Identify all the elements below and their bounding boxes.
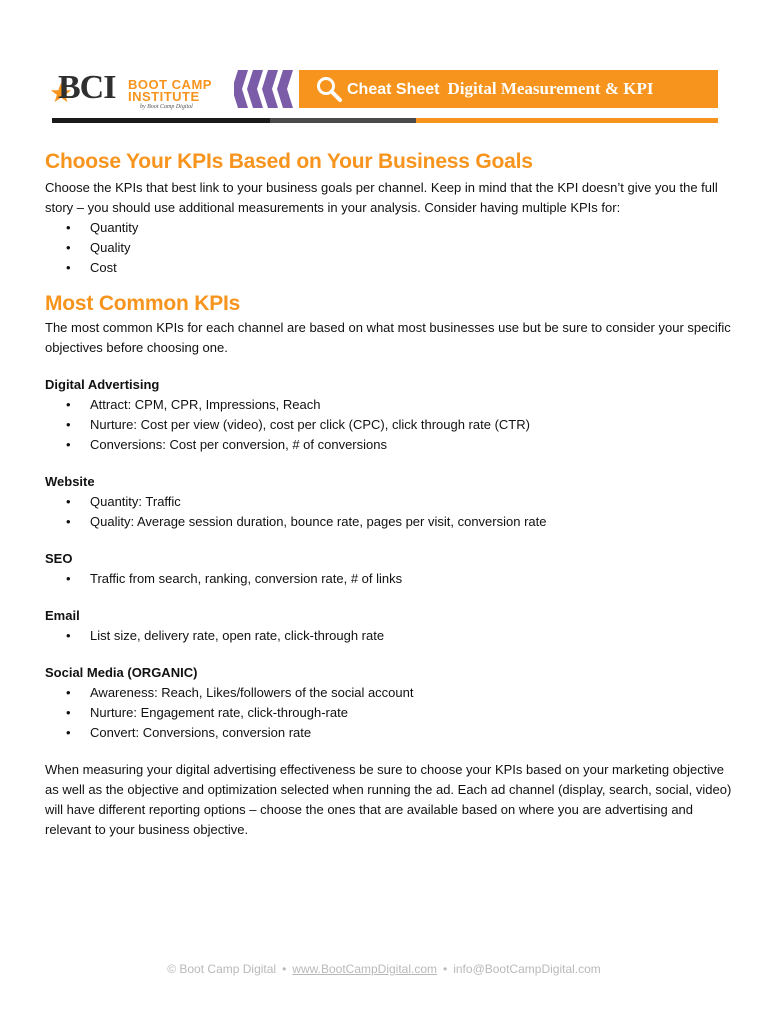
footer-separator: •	[443, 962, 448, 976]
bullet-icon: •	[66, 571, 71, 586]
kpi-type-list	[45, 218, 735, 278]
list-item: • Quality: Average session duration, bounce rate, pages per visit, conversion rate	[45, 512, 735, 532]
channel-list-seo	[45, 569, 735, 589]
header-rule-orange	[416, 118, 718, 123]
bullet-icon: •	[66, 685, 71, 700]
cheat-sheet-banner	[299, 70, 718, 108]
logo-wordmark: BCI	[58, 69, 116, 106]
bullet-icon: •	[66, 417, 71, 432]
list-item: • Quantity	[45, 218, 735, 238]
bullet-icon: •	[66, 240, 71, 255]
header-rule-gray	[270, 118, 416, 123]
document-body	[45, 148, 735, 840]
list-item: • Awareness: Reach, Likes/followers of the social account	[45, 683, 735, 703]
channel-list-email	[45, 626, 735, 646]
header-rule-black	[52, 118, 270, 123]
list-item: • Traffic from search, ranking, conversion rate, # of links	[45, 569, 735, 589]
page-header	[48, 68, 720, 124]
section-intro-common-kpis: The most common KPIs for each channel are based on what most businesses use but be sure to consider your specific objectives before choosing one.	[45, 320, 731, 355]
list-item: • Convert: Conversions, conversion rate	[45, 723, 735, 743]
footer-separator: •	[282, 962, 287, 976]
section-intro-business-goals: Choose the KPIs that best link to your business goals per channel. Keep in mind that the KPI doesn’t give you the full story – you should use additional measurements in your analysis. Consider having multiple KPIs for:	[45, 180, 718, 215]
list-item: • Cost	[45, 258, 735, 278]
list-item: • List size, delivery rate, open rate, click-through rate	[45, 626, 735, 646]
channel-heading-digital-advertising: Digital Advertising	[45, 377, 160, 392]
channel-heading-social-media: Social Media (ORGANIC)	[45, 665, 198, 680]
closing-paragraph: When measuring your digital advertising effectiveness be sure to choose your KPIs based on your marketing objective as well as the objective and optimization selected when running the ad. Each ad channel (display, search, social, video) will have different reporting options – choose the ones that are available based on where you are advertising and relevant to your business objective.	[45, 762, 732, 837]
footer-copyright: © Boot Camp Digital	[167, 962, 277, 976]
bullet-icon: •	[66, 628, 71, 643]
bullet-icon: •	[66, 725, 71, 740]
logo-text-institute: INSTITUTE	[128, 89, 200, 104]
list-item: • Nurture: Cost per view (video), cost per click (CPC), click through rate (CTR)	[45, 415, 735, 435]
banner-title: Digital Measurement & KPI	[447, 79, 654, 98]
logo-text-boot-camp: BOOT CAMP	[128, 77, 212, 92]
bullet-icon: •	[66, 260, 71, 275]
section-title-common-kpis: Most Common KPIs	[45, 292, 241, 315]
logo-subtitle: by Boot Camp Digital	[140, 104, 193, 110]
list-item: • Quality	[45, 238, 735, 258]
bullet-icon: •	[66, 437, 71, 452]
page-footer	[0, 962, 768, 976]
bullet-icon: •	[66, 494, 71, 509]
footer-website-link[interactable]: www.BootCampDigital.com	[292, 962, 438, 976]
channel-heading-website: Website	[45, 474, 95, 489]
channel-heading-seo: SEO	[45, 551, 73, 566]
list-item: • Attract: CPM, CPR, Impressions, Reach	[45, 395, 735, 415]
channel-list-social-media	[45, 683, 735, 743]
section-title-business-goals: Choose Your KPIs Based on Your Business Goals	[45, 150, 533, 173]
bullet-icon: •	[66, 397, 71, 412]
channel-list-website	[45, 492, 735, 532]
footer-email[interactable]: info@BootCampDigital.com	[453, 962, 601, 976]
chevron-decoration-icon	[234, 70, 298, 108]
banner-text	[347, 70, 653, 109]
bullet-icon: •	[66, 220, 71, 235]
channel-heading-email: Email	[45, 608, 80, 623]
bullet-icon: •	[66, 705, 71, 720]
list-item: • Quantity: Traffic	[45, 492, 735, 512]
bullet-icon: •	[66, 514, 71, 529]
channel-list-digital-advertising	[45, 395, 735, 455]
bci-logo	[48, 70, 223, 112]
magnifier-icon	[315, 75, 343, 103]
banner-label: Cheat Sheet	[347, 81, 440, 98]
list-item: • Conversions: Cost per conversion, # of conversions	[45, 435, 735, 455]
list-item: • Nurture: Engagement rate, click-through-rate	[45, 703, 735, 723]
